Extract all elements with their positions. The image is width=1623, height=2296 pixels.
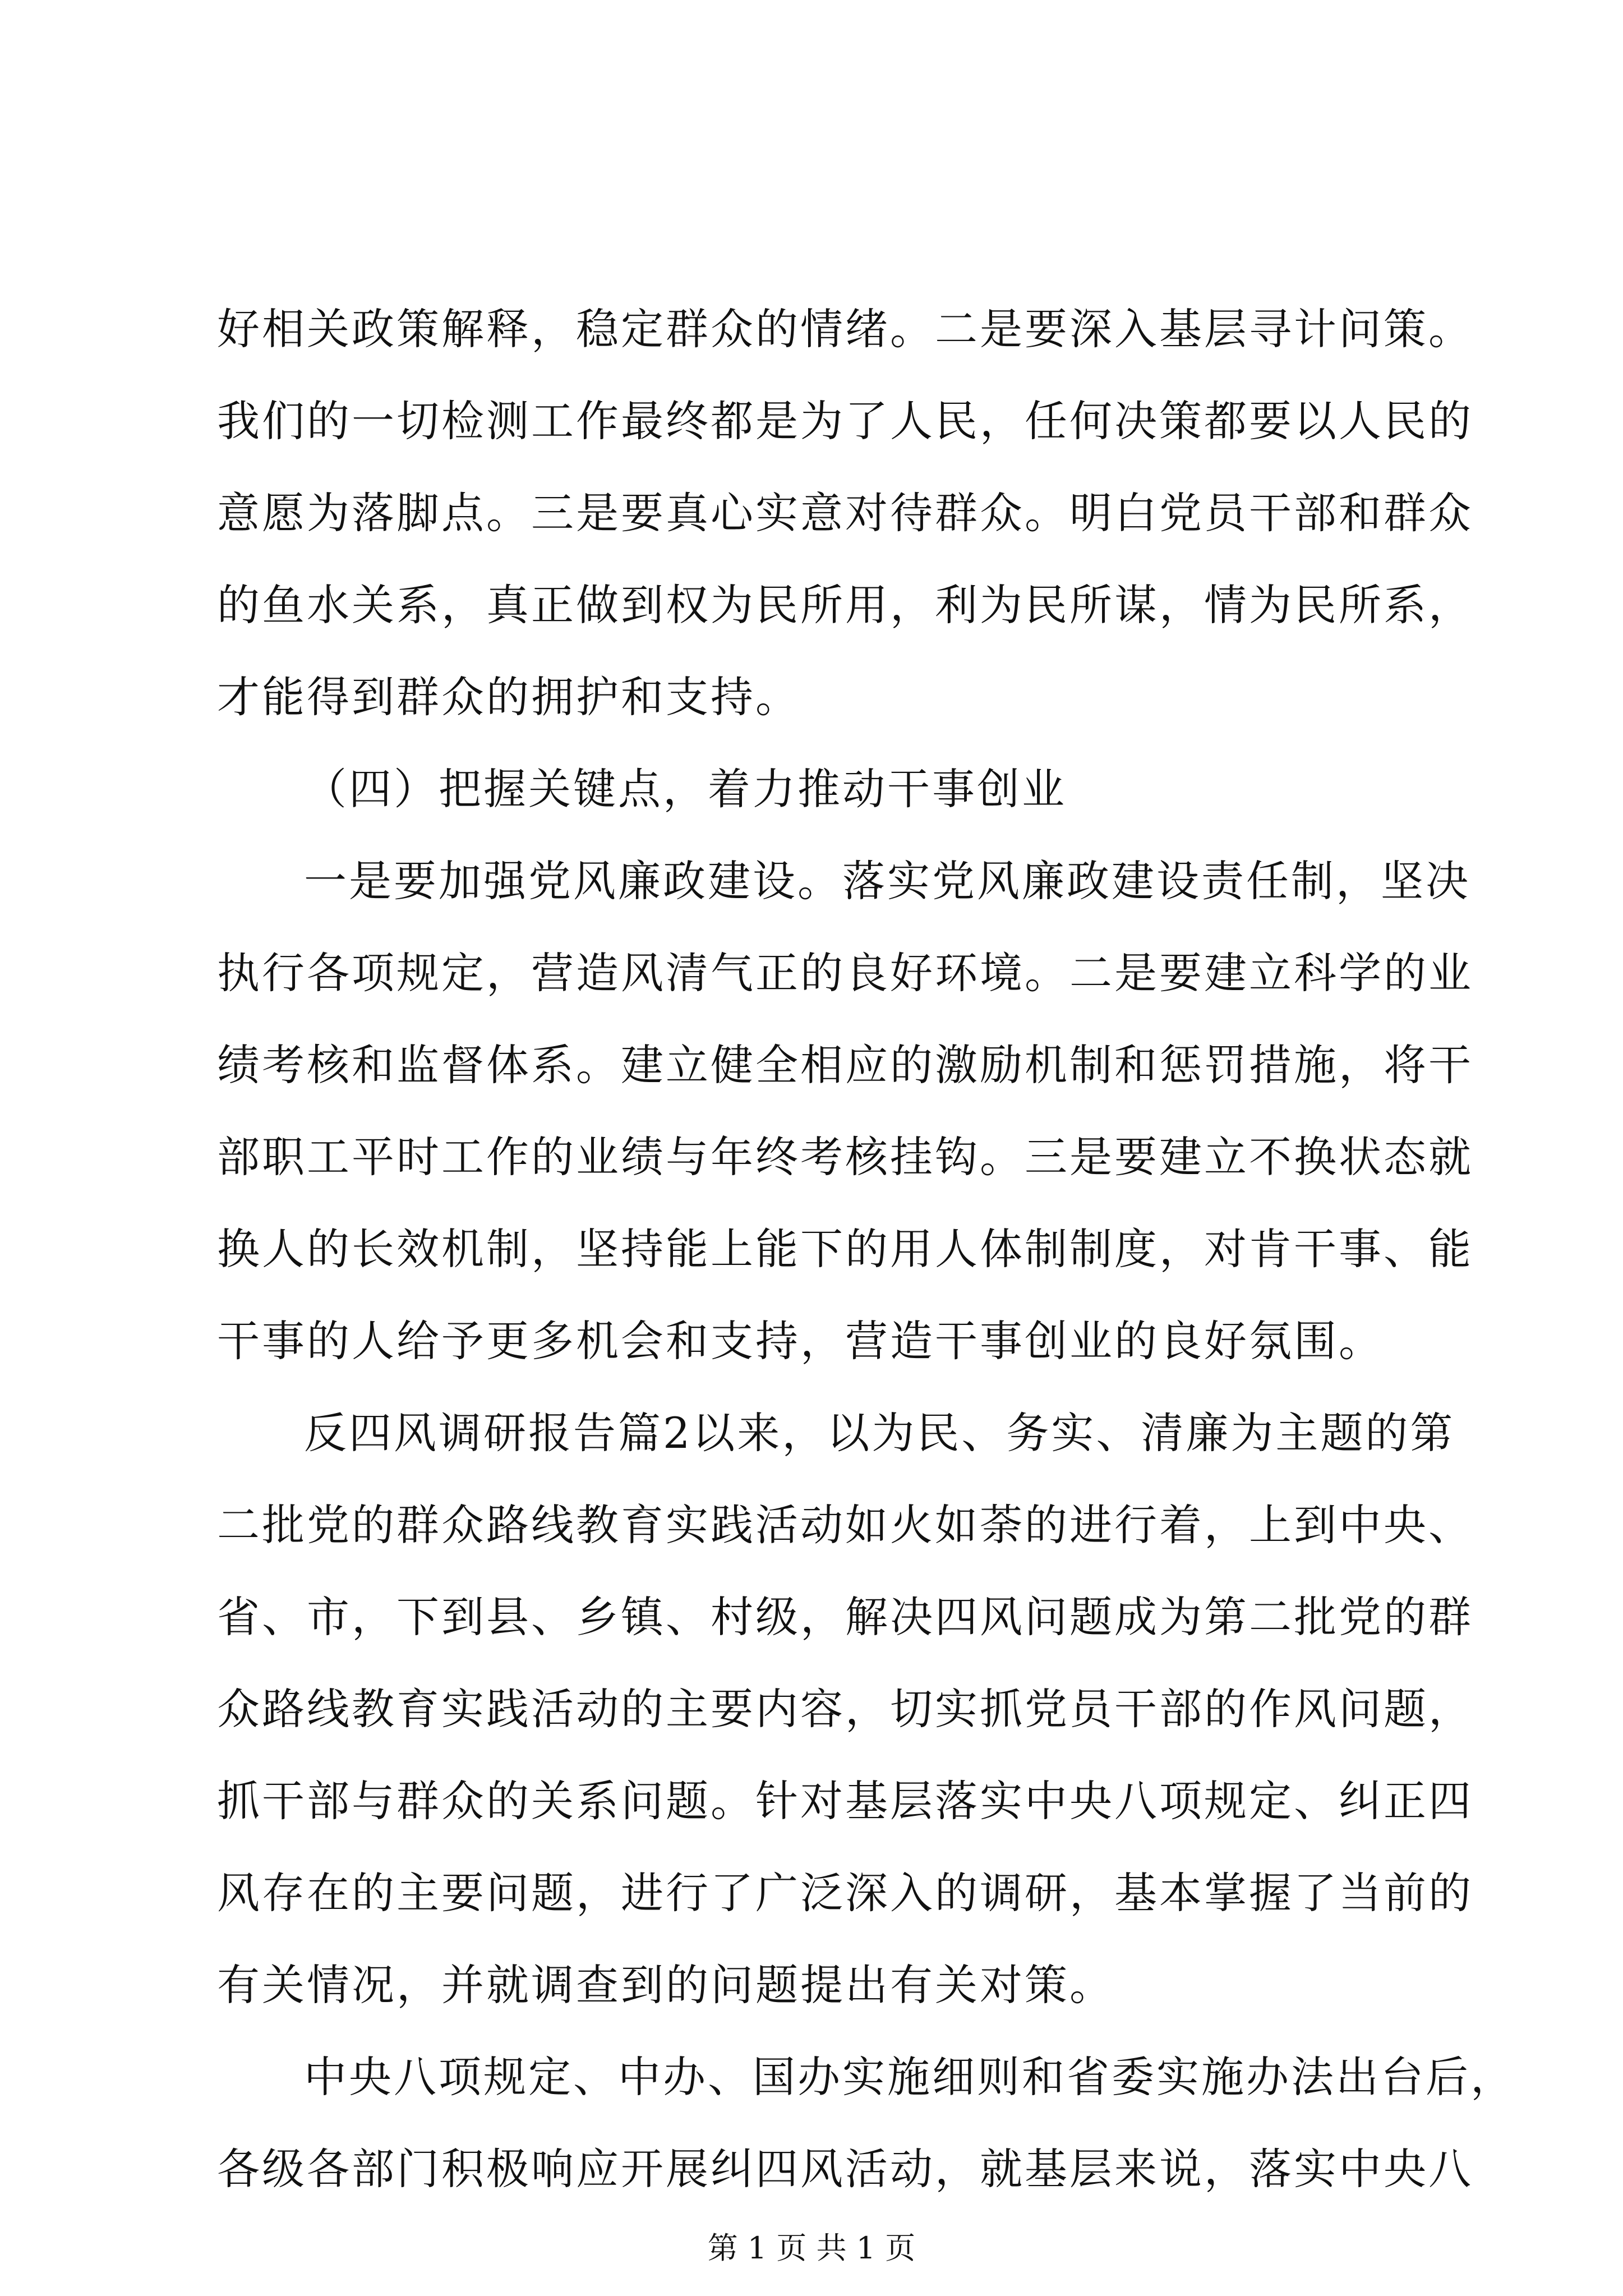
text-line: 干事的人给予更多机会和支持，营造干事创业的良好氛围。 [217,1316,1384,1366]
text-line: 众路线教育实践活动的主要内容，切实抓党员干部的作风问题， [217,1684,1473,1734]
section-heading: （四）把握关键点，着力推动干事创业 [304,764,1067,814]
text-line: 反四风调研报告篇2以来，以为民、务实、清廉为主题的第 [304,1408,1455,1458]
text-line: 风存在的主要问题，进行了广泛深入的调研，基本掌握了当前的 [217,1868,1473,1918]
text-line: 绩考核和监督体系。建立健全相应的激励机制和惩罚措施，将干 [217,1040,1473,1090]
text-line: 部职工平时工作的业绩与年终考核挂钩。三是要建立不换状态就 [217,1132,1473,1182]
text-line: 抓干部与群众的关系问题。针对基层落实中央八项规定、纠正四 [217,1776,1473,1826]
text-line: 各级各部门积极响应开展纠四风活动，就基层来说，落实中央八 [217,2144,1473,2194]
text-line: 我们的一切检测工作最终都是为了人民，任何决策都要以人民的 [217,396,1473,446]
text-line: 二批党的群众路线教育实践活动如火如荼的进行着，上到中央、 [217,1500,1473,1550]
text-line: 中央八项规定、中办、国办实施细则和省委实施办法出台后， [304,2052,1515,2102]
text-line: 的鱼水关系，真正做到权为民所用，利为民所谋，情为民所系， [217,580,1473,630]
text-line: 省、市，下到县、乡镇、村级，解决四风问题成为第二批党的群 [217,1592,1473,1642]
text-line: 有关情况，并就调查到的问题提出有关对策。 [217,1960,1114,2010]
text-line: 执行各项规定，营造风清气正的良好环境。二是要建立科学的业 [217,948,1473,998]
text-line: 换人的长效机制，坚持能上能下的用人体制制度，对肯干事、能 [217,1224,1473,1274]
text-line: 好相关政策解释，稳定群众的情绪。二是要深入基层寻计问策。 [217,304,1473,354]
text-line: 意愿为落脚点。三是要真心实意对待群众。明白党员干部和群众 [217,488,1473,538]
page-number-footer: 第 1 页 共 1 页 [707,2230,916,2266]
text-line: 才能得到群众的拥护和支持。 [217,672,800,722]
text-line: 一是要加强党风廉政建设。落实党风廉政建设责任制，坚决 [304,856,1470,906]
